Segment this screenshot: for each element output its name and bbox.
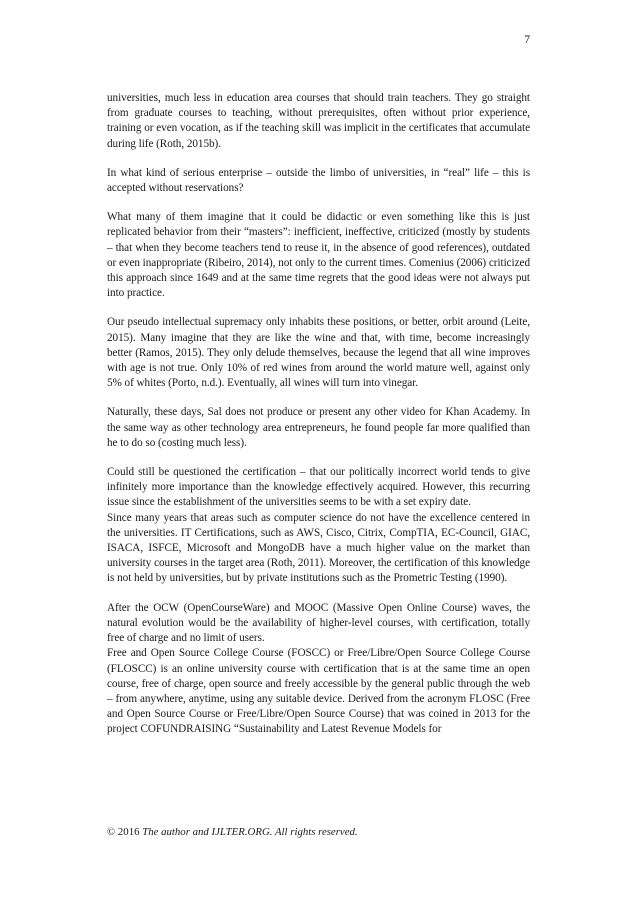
paragraph: Free and Open Source College Course (FOSCC) or Free/Libre/Open Source College Course (FLOSCC) is an online university course with certification that is at the same time an open course, free of charge, open source and freely accessible by the general public through the web – from anywhere, anytime, using any suitable device. Derived from the acronym FLOSC (Free and Open Source Course or Free/Libre/Open Source Course) that was coined in 2013 for the project COFUNDRAISING “Sustainability and Latest Revenue Models for [107, 647, 530, 736]
paragraph: Could still be questioned the certification – that our politically incorrect world tends to give infinitely more importance than the knowledge effectively acquired. However, this recurring issue since the establishment of the universities seems to be with a set expiry date. [107, 466, 530, 509]
copyright-symbol: © 2016 [107, 826, 143, 838]
paragraph: After the OCW (OpenCourseWare) and MOOC (Massive Open Online Course) waves, the natural evolution would be the availability of higher-level courses, with certification, totally free of charge and no limit of users. [107, 601, 530, 645]
paragraph: What many of them imagine that it could be didactic or even something like this is just replicated behavior from their “masters”: inefficient, ineffective, criticized (mostly by students – that when they become teachers tend to reuse it, in the absence of good references), outdated or even inappropriate (Ribeiro, 2014), not only to the current times. Comenius (2006) criticized this approach since 1649 and at the same time regrets that the good ideas were not always put into practice. [107, 211, 530, 300]
paragraph: Since many years that areas such as computer science do not have the excellence centered in the universities. IT Certifications, such as AWS, Cisco, Citrix, CompTIA, EC-Council, GIAC, ISACA, ISFCE, Microsoft and MongoDB have a much higher value on the market than university courses in the target area (Roth, 2011). Moreover, the certification of this knowledge is not held by universities, but by private institutions such as the Prometric Testing (1990). [107, 511, 530, 585]
copyright-notice: The author and IJLTER.ORG. All rights reserved. [142, 826, 358, 838]
page-number: 7 [524, 34, 530, 46]
paragraph: Naturally, these days, Sal does not produce or present any other video for Khan Academy. In the same way as other technology area entrepreneurs, he found people far more qualified than he to do so (costing much less). [107, 406, 530, 449]
paragraph: universities, much less in education area courses that should train teachers. They go straight from graduate courses to teaching, without prerequisites, often without prior experience, training or even vocation, as if the teaching skill was implicit in the certificates that accumulate during life (Roth, 2015b). [107, 92, 530, 150]
paragraph: In what kind of serious enterprise – outside the limbo of universities, in “real” life – this is accepted without reservations? [107, 166, 530, 195]
paragraph: Our pseudo intellectual supremacy only inhabits these positions, or better, orbit around (Leite, 2015). Many imagine that they are like the wine and that, with time, become increasingly better (Ramos, 2015). They only delude themselves, because the legend that all wine improves with age is not true. Only 10% of red wines from around the world mature well, against only 5% of whites (Porto, n.d.). Eventually, all wines will turn into vinegar. [107, 316, 530, 390]
page-footer [107, 826, 358, 838]
body-text [107, 91, 530, 752]
